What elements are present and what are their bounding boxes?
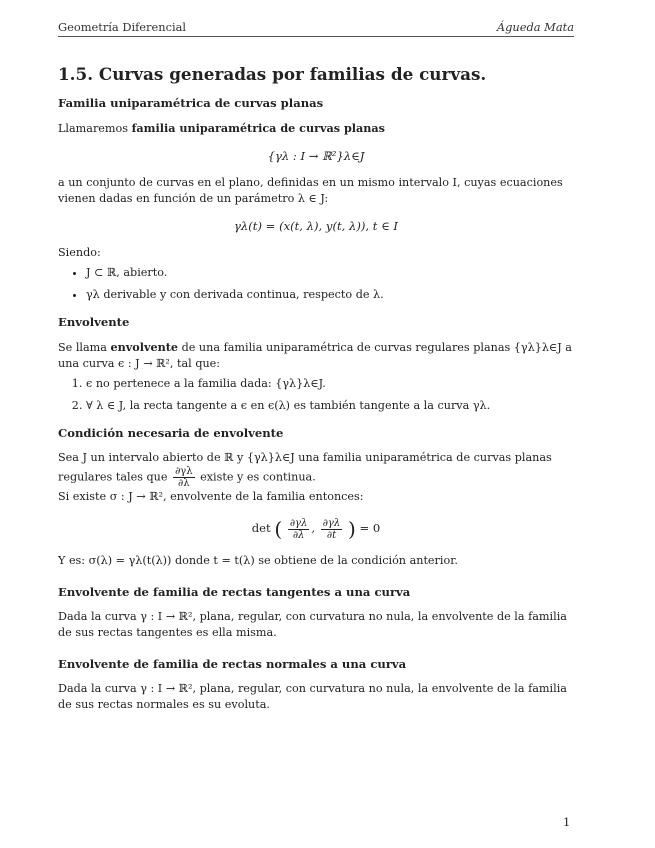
frac-denominator: ∂λ <box>178 478 190 489</box>
running-header <box>58 20 574 37</box>
envolvente-rest: de una familia uniparamétrica de curvas regulares planas {γλ}λ∈J a una curva ϵ : J → ℝ², tal que: <box>58 341 572 370</box>
condicion-text-b: existe y es continua. <box>200 470 316 484</box>
envolvente-item: 1. ϵ no pertenece a la familia dada: {γλ}λ∈J. <box>86 376 574 392</box>
heading-tangentes: Envolvente de familia de rectas tangentes a una curva <box>58 585 411 599</box>
heading-condicion: Condición necesaria de envolvente <box>58 426 284 440</box>
intro-bold: familia uniparamétrica de curvas planas <box>131 121 385 135</box>
display-family: {γλ : I → ℝ²}λ∈J <box>267 149 365 163</box>
envolvente-item: 2. ∀ λ ∈ J, la recta tangente a ϵ en ϵ(λ) es también tangente a la curva γλ. <box>86 398 574 414</box>
condicion-paragraph <box>58 450 574 489</box>
frac-numerator: ∂γλ <box>175 466 193 477</box>
envolvente-list <box>58 376 574 414</box>
condition-item: • J ⊂ ℝ, abierto. <box>86 265 574 281</box>
det-den-2: ∂t <box>326 529 337 541</box>
det-equals: = 0 <box>359 521 381 535</box>
tangentes-paragraph: Dada la curva γ : I → ℝ², plana, regular, con curvatura no nula, la envolvente de la familia de sus rectas tangentes es ella misma. <box>58 610 567 639</box>
heading-familia: Familia uniparamétrica de curvas planas <box>58 96 324 110</box>
det-den-1: ∂λ <box>292 529 305 541</box>
det-fraction-2 <box>321 518 343 541</box>
det-num-2: ∂γλ <box>322 517 341 529</box>
page <box>58 20 574 713</box>
siendo-label: Siendo: <box>58 246 101 259</box>
condition-item: • γλ derivable y con derivada continua, respecto de λ. <box>86 287 574 303</box>
page-number: 1 <box>563 815 571 829</box>
intro-plain: Llamaremos <box>58 122 129 135</box>
condicion-text-a: Sea J un intervalo abierto de ℝ y {γλ}λ∈J una familia uniparamétrica de curvas planas regulares tales que <box>58 451 552 484</box>
y-es-paragraph: Y es: σ(λ) = γλ(t(λ)) donde t = t(λ) se obtiene de la condición anterior. <box>58 554 458 567</box>
det-fraction-1 <box>288 518 310 541</box>
family-paragraph: a un conjunto de curvas en el plano, definidas en un mismo intervalo I, cuyas ecuaciones vienen dadas en función de un parámetro λ ∈ J: <box>58 176 563 205</box>
conditions-list <box>58 265 574 303</box>
intro-paragraph <box>58 120 574 137</box>
si-existe-paragraph: Si existe σ : J → ℝ², envolvente de la familia entonces: <box>58 490 364 503</box>
heading-normales: Envolvente de familia de rectas normales a una curva <box>58 657 407 671</box>
envolvente-paragraph <box>58 339 574 372</box>
left-paren: ( <box>274 517 283 541</box>
determinant-equation: det ( $\frac{\partial\gamma\lambda}{\partial\lambda}$ , $\frac{\partial\gamma\lambda}{\partial t}$ ) = 0 <box>251 517 381 541</box>
det-label: det <box>251 521 271 535</box>
normales-paragraph: Dada la curva γ : I → ℝ², plana, regular, con curvatura no nula, la envolvente de la familia de sus rectas normales es su evoluta. <box>58 682 567 711</box>
display-equation: γλ(t) = (x(t, λ), y(t, λ)), t ∈ I <box>234 219 398 233</box>
envolvente-start: Se llama <box>58 341 107 354</box>
header-left: Geometría Diferencial <box>58 20 187 34</box>
right-paren: ) <box>347 517 356 541</box>
partial-fraction <box>173 466 195 489</box>
envolvente-bold: envolvente <box>110 340 179 354</box>
heading-envolvente: Envolvente <box>58 315 130 329</box>
section-title: 1.5. Curvas generadas por familias de curvas. <box>58 64 487 84</box>
det-num-1: ∂γλ <box>289 517 308 529</box>
header-right: Águeda Mata <box>496 20 574 34</box>
